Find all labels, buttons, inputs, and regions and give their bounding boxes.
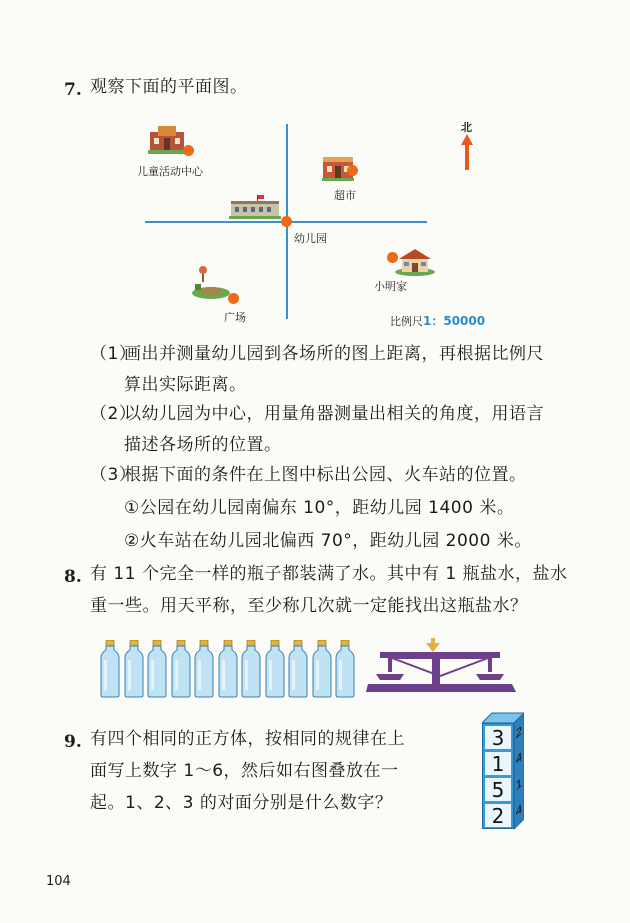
bottle-row xyxy=(100,640,360,700)
bottle-icon xyxy=(194,640,214,698)
bottle-icon xyxy=(312,640,332,698)
question-8-line-1: 有 11 个完全一样的瓶子都装满了水。其中有 1 瓶盐水，盐水 xyxy=(90,564,568,584)
kindergarten-building-icon xyxy=(229,195,281,219)
scale-value: 1：50000 xyxy=(423,314,486,328)
supermarket-label: 超市 xyxy=(334,189,356,202)
cube-4-front-digit: 2 xyxy=(491,804,505,828)
question-8-line-2: 重一些。用天平称，至少称几次就一定能找出这瓶盐水？ xyxy=(90,596,528,616)
q7-item-1-line-2: 算出实际距离。 xyxy=(124,375,247,395)
kindergarten-label: 幼儿园 xyxy=(294,232,327,245)
xiaoming-home-house-icon xyxy=(395,246,435,276)
bottle-icon xyxy=(241,640,261,698)
question-9-line-2: 面写上数字 1～6，然后如右图叠放在一 xyxy=(90,761,399,781)
bottle-icon xyxy=(335,640,355,698)
q7-item-3-line-1: 根据下面的条件在上图中标出公园、火车站的位置。 xyxy=(124,465,527,485)
scale-text xyxy=(390,312,485,329)
cube-3-front-digit: 5 xyxy=(491,778,505,802)
cube-1-side-digit: 2 xyxy=(515,723,523,742)
cube-2-front-digit: 1 xyxy=(491,752,505,776)
bottle-icon xyxy=(265,640,285,698)
page-number: 104 xyxy=(46,874,71,889)
cube-3-side-digit: 1 xyxy=(515,775,523,794)
square-marker xyxy=(228,293,239,304)
q7-item-3-label: （3） xyxy=(90,465,137,485)
q7-item-2-line-1: 以幼儿园为中心，用量角器测量出相关的角度，用语言 xyxy=(124,404,544,424)
q7-item-1-line-1: 画出并测量幼儿园到各场所的图上距离，再根据比例尺 xyxy=(124,344,544,364)
square-plaza-icon xyxy=(191,266,231,300)
q7-item-2-label: （2） xyxy=(90,404,137,424)
children-center-label: 儿童活动中心 xyxy=(137,165,203,178)
children-center-marker xyxy=(183,145,194,156)
question-7-number: 7. xyxy=(64,80,82,100)
question-9-line-3: 起。1、2、3 的对面分别是什么数字？ xyxy=(90,793,393,813)
north-label: 北 xyxy=(461,121,472,134)
question-9-number: 9. xyxy=(64,732,82,752)
kindergarten-marker xyxy=(281,216,292,227)
square-label: 广场 xyxy=(224,311,246,324)
q7-condition-2: ②火车站在幼儿园北偏西 70°，距幼儿园 2000 米。 xyxy=(124,531,532,551)
plan-map xyxy=(0,0,630,340)
xiaoming-home-marker xyxy=(387,252,398,263)
bottle-icon xyxy=(171,640,191,698)
q7-item-2-line-2: 描述各场所的位置。 xyxy=(124,435,282,455)
question-7-title: 观察下面的平面图。 xyxy=(90,77,248,97)
question-8-number: 8. xyxy=(64,567,82,587)
bottle-icon xyxy=(147,640,167,698)
q7-condition-1: ①公园在幼儿园南偏东 10°，距幼儿园 1400 米。 xyxy=(124,498,515,518)
cube-1-front-digit: 3 xyxy=(491,726,505,750)
balance-scale-icon xyxy=(366,638,526,696)
bottle-icon xyxy=(288,640,308,698)
cube-4-side-digit: 4 xyxy=(515,801,523,820)
scale-label: 比例尺 xyxy=(390,315,423,328)
bottle-icon xyxy=(218,640,238,698)
q7-item-1-label: （1） xyxy=(90,344,137,364)
question-9-line-1: 有四个相同的正方体，按相同的规律在上 xyxy=(90,729,405,749)
bottle-icon xyxy=(124,640,144,698)
cube-2-side-digit: 4 xyxy=(515,749,523,768)
cube-stack xyxy=(482,712,524,830)
children-center-building-icon xyxy=(148,124,186,154)
xiaoming-home-label: 小明家 xyxy=(374,280,407,293)
supermarket-marker xyxy=(347,165,358,176)
bottle-icon xyxy=(100,640,120,698)
north-arrow-icon xyxy=(460,134,474,170)
